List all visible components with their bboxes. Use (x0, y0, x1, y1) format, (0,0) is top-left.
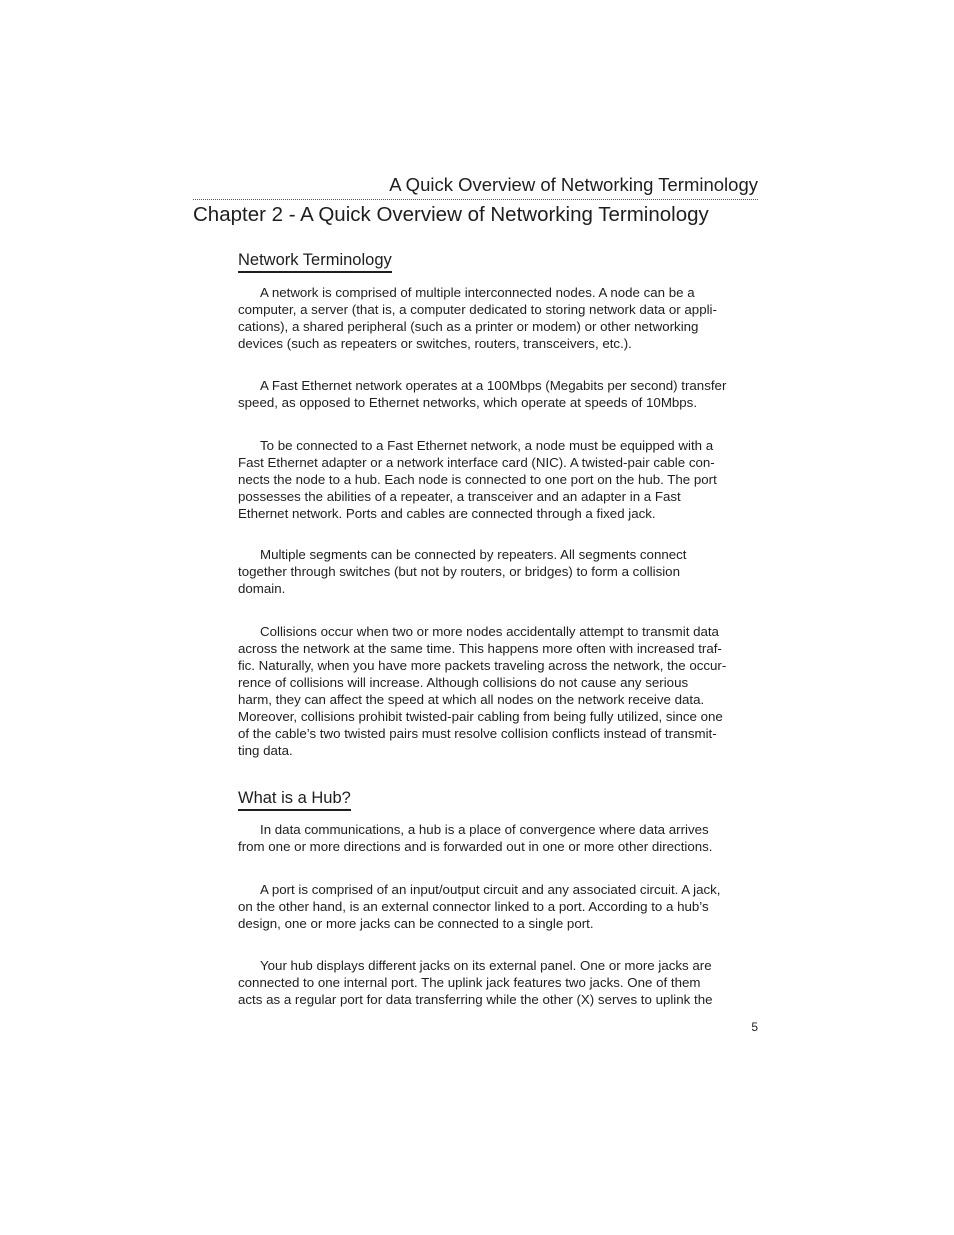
paragraph-hub-jacks (238, 957, 758, 1008)
text-line: A port is comprised of an input/output circuit and any associated circuit. A jack, (260, 882, 721, 897)
text-line: Fast Ethernet adapter or a network interface card (NIC). A twisted-pair cable con- (238, 455, 715, 470)
text-line: fic. Naturally, when you have more packets traveling across the network, the occur- (238, 658, 727, 673)
text-line: Collisions occur when two or more nodes accidentally attempt to transmit data (260, 624, 719, 639)
text-line: Moreover, collisions prohibit twisted-pair cabling from being fully utilized, since one (238, 709, 723, 724)
paragraph-collisions (238, 623, 758, 759)
text-line: In data communications, a hub is a place of convergence where data arrives (260, 822, 709, 837)
text-line: speed, as opposed to Ethernet networks, which operate at speeds of 10Mbps. (238, 395, 698, 410)
text-line: harm, they can affect the speed at which all nodes on the network receive data. (238, 692, 705, 707)
section-heading-what-is-a-hub: What is a Hub? (238, 788, 351, 811)
paragraph-network-definition (238, 284, 758, 352)
text-line: acts as a regular port for data transferring while the other (X) serves to uplink the (238, 992, 713, 1007)
section-heading-network-terminology: Network Terminology (238, 250, 392, 273)
page-number: 5 (751, 1020, 758, 1034)
text-line: design, one or more jacks can be connected to a single port. (238, 916, 594, 931)
paragraph-node-connection (238, 437, 758, 522)
text-line: Ethernet network. Ports and cables are connected through a fixed jack. (238, 506, 656, 521)
paragraph-fast-ethernet-speed (238, 377, 758, 411)
text-line: nects the node to a hub. Each node is connected to one port on the hub. The port (238, 472, 717, 487)
text-line: Multiple segments can be connected by repeaters. All segments connect (260, 547, 687, 562)
text-line: across the network at the same time. This happens more often with increased traf- (238, 641, 722, 656)
text-line: on the other hand, is an external connector linked to a port. According to a hub’s (238, 899, 709, 914)
text-line: To be connected to a Fast Ethernet network, a node must be equipped with a (260, 438, 714, 453)
text-line: cations), a shared peripheral (such as a printer or modem) or other networking (238, 319, 699, 334)
paragraph-segments (238, 546, 758, 597)
chapter-title: Chapter 2 - A Quick Overview of Networking Terminology (193, 203, 709, 226)
text-line: domain. (238, 581, 286, 596)
text-line: ting data. (238, 743, 293, 758)
text-line: connected to one internal port. The uplink jack features two jacks. One of them (238, 975, 701, 990)
text-line: A network is comprised of multiple interconnected nodes. A node can be a (260, 285, 695, 300)
text-line: rence of collisions will increase. Although collisions do not cause any serious (238, 675, 689, 690)
text-line: Your hub displays different jacks on its external panel. One or more jacks are (260, 958, 712, 973)
running-header: A Quick Overview of Networking Terminology (193, 174, 758, 200)
text-line: A Fast Ethernet network operates at a 100Mbps (Megabits per second) transfer (260, 378, 727, 393)
text-line: together through switches (but not by routers, or bridges) to form a collision (238, 564, 680, 579)
paragraph-hub-definition (238, 821, 758, 855)
text-line: from one or more directions and is forwarded out in one or more other directions. (238, 839, 713, 854)
paragraph-port-jack (238, 881, 758, 932)
text-line: computer, a server (that is, a computer dedicated to storing network data or appli- (238, 302, 717, 317)
text-line: devices (such as repeaters or switches, routers, transceivers, etc.). (238, 336, 632, 351)
text-line: possesses the abilities of a repeater, a transceiver and an adapter in a Fast (238, 489, 681, 504)
text-line: of the cable’s two twisted pairs must resolve collision conflicts instead of transmit- (238, 726, 717, 741)
